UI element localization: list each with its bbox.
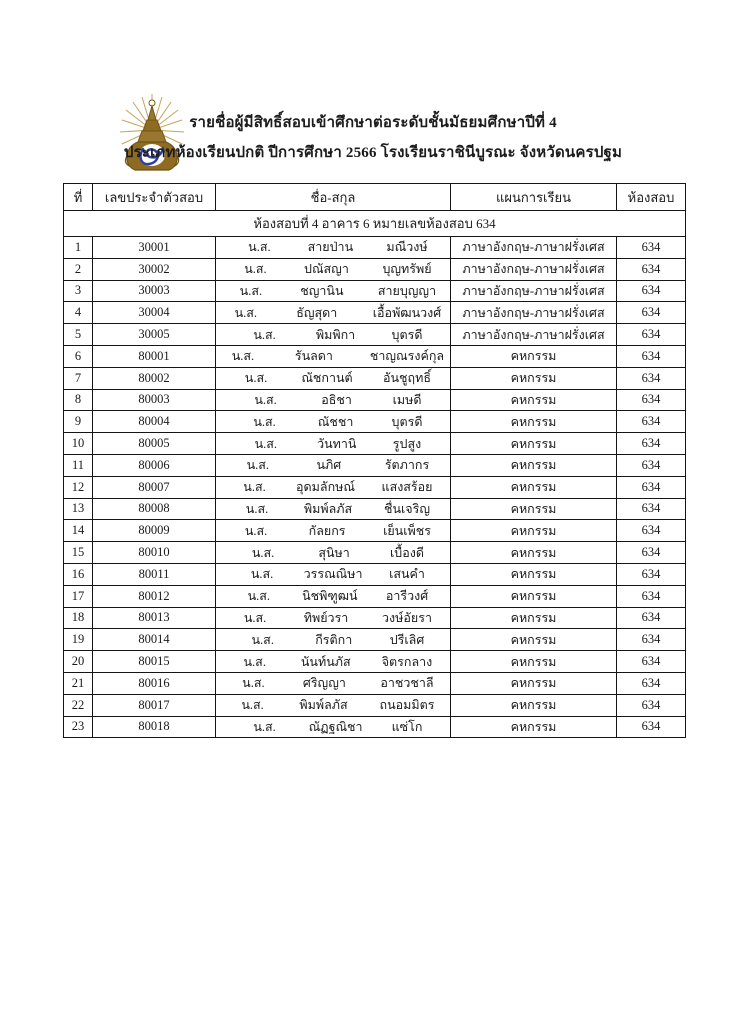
- exam-id: 80008: [93, 498, 216, 520]
- student-name: [216, 237, 451, 259]
- study-program: คหกรรม: [451, 716, 617, 738]
- student-name: [216, 651, 451, 673]
- row-number: 21: [64, 672, 93, 694]
- student-name: [216, 280, 451, 302]
- row-number: 23: [64, 716, 93, 738]
- last-name: รูปสูง: [392, 436, 422, 451]
- student-name: [216, 324, 451, 346]
- room-band-row: [64, 211, 686, 237]
- exam-id: 80001: [93, 345, 216, 367]
- exam-id: 80005: [93, 433, 216, 455]
- exam-id: 80012: [93, 585, 216, 607]
- exam-room: 634: [617, 389, 686, 411]
- name-prefix: น.ส.: [254, 436, 278, 451]
- exam-room: 634: [617, 607, 686, 629]
- document-header: [0, 0, 746, 183]
- row-number: 7: [64, 367, 93, 389]
- table-row: [64, 258, 686, 280]
- study-program: ภาษาอังกฤษ-ภาษาฝรั่งเศส: [451, 324, 617, 346]
- exam-id: 80007: [93, 476, 216, 498]
- last-name: ปรีเลิศ: [389, 632, 425, 647]
- last-name: บุญทรัพย์: [382, 262, 432, 277]
- table-row: [64, 520, 686, 542]
- last-name: ถนอมมิตร: [379, 698, 435, 713]
- table-row: [64, 389, 686, 411]
- table-row: [64, 324, 686, 346]
- last-name: สายบุญญา: [377, 283, 437, 298]
- name-prefix: น.ส.: [243, 610, 267, 625]
- student-name: [216, 411, 451, 433]
- column-header-room: ห้องสอบ: [617, 184, 686, 211]
- table-row: [64, 345, 686, 367]
- last-name: รัตภากร: [384, 458, 430, 473]
- name-prefix: น.ส.: [243, 480, 266, 495]
- last-name: เบื้องดี: [390, 545, 424, 560]
- name-prefix: น.ส.: [248, 240, 271, 255]
- last-name: เมษดี: [392, 392, 422, 407]
- study-program: ภาษาอังกฤษ-ภาษาฝรั่งเศส: [451, 302, 617, 324]
- title-line-1: รายชื่อผู้มีสิทธิ์สอบเข้าศึกษาต่อระดับชั้นมัธยมศึกษาปีที่ 4: [189, 115, 557, 131]
- table-row: [64, 585, 686, 607]
- table-row: [64, 367, 686, 389]
- table-row: [64, 454, 686, 476]
- row-number: 22: [64, 694, 93, 716]
- student-name: [216, 454, 451, 476]
- exam-room: 634: [617, 258, 686, 280]
- exam-id: 80002: [93, 367, 216, 389]
- row-number: 2: [64, 258, 93, 280]
- name-prefix: น.ส.: [244, 523, 268, 538]
- table-row: [64, 629, 686, 651]
- exam-room: 634: [617, 672, 686, 694]
- exam-room: 634: [617, 345, 686, 367]
- study-program: ภาษาอังกฤษ-ภาษาฝรั่งเศส: [451, 280, 617, 302]
- table-row: [64, 716, 686, 738]
- first-name: ทิพย์วรา: [303, 610, 349, 625]
- exam-room: 634: [617, 454, 686, 476]
- last-name: มณีวงษ์: [386, 240, 428, 255]
- student-name: [216, 694, 451, 716]
- study-program: คหกรรม: [451, 629, 617, 651]
- last-name: เอื้อพัฒนวงศ์: [372, 305, 442, 320]
- study-program: คหกรรม: [451, 411, 617, 433]
- exam-id: 80018: [93, 716, 216, 738]
- row-number: 15: [64, 542, 93, 564]
- name-prefix: น.ส.: [241, 698, 264, 713]
- student-name: [216, 498, 451, 520]
- row-number: 8: [64, 389, 93, 411]
- table-header-row: [64, 184, 686, 211]
- study-program: คหกรรม: [451, 454, 617, 476]
- first-name: สายป่าน: [307, 240, 354, 255]
- exam-id: 80010: [93, 542, 216, 564]
- table-row: [64, 280, 686, 302]
- last-name: อาชวชาลี: [380, 676, 434, 691]
- student-name: [216, 542, 451, 564]
- exam-id: 80004: [93, 411, 216, 433]
- exam-room: 634: [617, 324, 686, 346]
- last-name: บุตรดี: [391, 327, 423, 342]
- exam-id: 80017: [93, 694, 216, 716]
- table-row: [64, 237, 686, 259]
- exam-id: 30002: [93, 258, 216, 280]
- exam-room: 634: [617, 367, 686, 389]
- name-prefix: น.ส.: [245, 501, 269, 516]
- row-number: 3: [64, 280, 93, 302]
- exam-room: 634: [617, 280, 686, 302]
- row-number: 16: [64, 563, 93, 585]
- exam-room: 634: [617, 651, 686, 673]
- student-name: [216, 629, 451, 651]
- name-prefix: น.ส.: [251, 545, 275, 560]
- first-name: พิมพ์ลภัส: [303, 501, 353, 516]
- exam-id: 80013: [93, 607, 216, 629]
- first-name: อธิชา: [321, 392, 352, 407]
- exam-id: 80016: [93, 672, 216, 694]
- first-name: กีรติกา: [315, 632, 353, 647]
- study-program: คหกรรม: [451, 345, 617, 367]
- table-body: [64, 237, 686, 738]
- exam-id: 30005: [93, 324, 216, 346]
- student-name: [216, 716, 451, 738]
- exam-roster-table: [63, 183, 686, 738]
- row-number: 17: [64, 585, 93, 607]
- exam-room: 634: [617, 563, 686, 585]
- last-name: แซ่โก: [391, 719, 423, 734]
- last-name: อันชูฤทธิ์: [383, 371, 431, 386]
- study-program: คหกรรม: [451, 520, 617, 542]
- exam-id: 30003: [93, 280, 216, 302]
- study-program: คหกรรม: [451, 651, 617, 673]
- exam-room: 634: [617, 716, 686, 738]
- first-name: สุนิษา: [318, 545, 350, 560]
- row-number: 11: [64, 454, 93, 476]
- first-name: นันท์นภัส: [300, 654, 351, 669]
- column-header-program: แผนการเรียน: [451, 184, 617, 211]
- study-program: ภาษาอังกฤษ-ภาษาฝรั่งเศส: [451, 258, 617, 280]
- first-name: รันลดา: [294, 349, 333, 364]
- study-program: คหกรรม: [451, 563, 617, 585]
- name-prefix: น.ส.: [244, 262, 267, 277]
- room-band-label: ห้องสอบที่ 4 อาคาร 6 หมายเลขห้องสอบ 634: [64, 211, 686, 237]
- title-line-2: ประเภทห้องเรียนปกติ ปีการศึกษา 2566 โรงเรียนราชินีบูรณะ จังหวัดนครปฐม: [123, 145, 623, 161]
- name-prefix: น.ส.: [250, 567, 274, 582]
- last-name: ชื่นเจริญ: [384, 501, 430, 516]
- student-name: [216, 389, 451, 411]
- study-program: คหกรรม: [451, 498, 617, 520]
- study-program: คหกรรม: [451, 367, 617, 389]
- table-row: [64, 607, 686, 629]
- name-prefix: น.ส.: [242, 676, 265, 691]
- exam-room: 634: [617, 629, 686, 651]
- student-name: [216, 433, 451, 455]
- last-name: เย็นเพ็ชร: [383, 523, 431, 538]
- document-titles: [0, 108, 746, 168]
- column-header-no: ที่: [64, 184, 93, 211]
- last-name: ชาญณรงค์กุล: [369, 349, 445, 364]
- study-program: คหกรรม: [451, 389, 617, 411]
- first-name: ณัชกานต์: [301, 371, 353, 386]
- first-name: ธัญสุดา: [296, 305, 338, 320]
- name-prefix: น.ส.: [253, 414, 276, 429]
- row-number: 4: [64, 302, 93, 324]
- name-prefix: น.ส.: [246, 458, 270, 473]
- exam-room: 634: [617, 237, 686, 259]
- student-name: [216, 585, 451, 607]
- row-number: 1: [64, 237, 93, 259]
- exam-room: 634: [617, 498, 686, 520]
- exam-room: 634: [617, 694, 686, 716]
- name-prefix: น.ส.: [244, 371, 268, 386]
- table-row: [64, 498, 686, 520]
- study-program: คหกรรม: [451, 607, 617, 629]
- exam-room: 634: [617, 411, 686, 433]
- first-name: นิชพิฑูฒน์: [302, 589, 358, 604]
- exam-id: 80003: [93, 389, 216, 411]
- first-name: ณัชชา: [317, 414, 354, 429]
- row-number: 20: [64, 651, 93, 673]
- name-prefix: น.ส.: [239, 283, 263, 298]
- first-name: ศริญญา: [302, 676, 346, 691]
- name-prefix: น.ส.: [253, 327, 276, 342]
- study-program: คหกรรม: [451, 585, 617, 607]
- student-name: [216, 563, 451, 585]
- study-program: คหกรรม: [451, 433, 617, 455]
- first-name: วันทานิ: [317, 436, 357, 451]
- exam-room: 634: [617, 476, 686, 498]
- table-row: [64, 651, 686, 673]
- study-program: คหกรรม: [451, 476, 617, 498]
- study-program: ภาษาอังกฤษ-ภาษาฝรั่งเศส: [451, 237, 617, 259]
- exam-room: 634: [617, 542, 686, 564]
- first-name: ชญานิน: [300, 283, 344, 298]
- last-name: วงษ์อัยรา: [382, 610, 432, 625]
- table-row: [64, 563, 686, 585]
- exam-id: 30004: [93, 302, 216, 324]
- name-prefix: น.ส.: [254, 392, 277, 407]
- name-prefix: น.ส.: [247, 589, 271, 604]
- student-name: [216, 672, 451, 694]
- student-name: [216, 367, 451, 389]
- row-number: 19: [64, 629, 93, 651]
- exam-id: 80014: [93, 629, 216, 651]
- name-prefix: น.ส.: [231, 349, 255, 364]
- row-number: 6: [64, 345, 93, 367]
- row-number: 18: [64, 607, 93, 629]
- table-row: [64, 433, 686, 455]
- first-name: นภิศ: [316, 458, 342, 473]
- exam-room: 634: [617, 433, 686, 455]
- student-name: [216, 476, 451, 498]
- name-prefix: น.ส.: [243, 654, 266, 669]
- first-name: ณัฏฐณิชา: [308, 719, 363, 734]
- name-prefix: น.ส.: [234, 305, 257, 320]
- last-name: แสงสร้อย: [381, 480, 433, 495]
- student-name: [216, 607, 451, 629]
- first-name: พิมพิกา: [315, 327, 356, 342]
- name-prefix: น.ส.: [251, 632, 274, 647]
- exam-id: 80011: [93, 563, 216, 585]
- last-name: อารีวงศ์: [385, 589, 429, 604]
- table-row: [64, 411, 686, 433]
- row-number: 9: [64, 411, 93, 433]
- student-name: [216, 258, 451, 280]
- last-name: บุตรดี: [391, 414, 423, 429]
- exam-id: 30001: [93, 237, 216, 259]
- name-prefix: น.ส.: [253, 719, 276, 734]
- first-name: พิมพ์ลภัส: [299, 698, 348, 713]
- first-name: วรรณณิษา: [303, 567, 363, 582]
- row-number: 10: [64, 433, 93, 455]
- student-name: [216, 520, 451, 542]
- table-row: [64, 672, 686, 694]
- column-header-exam-id: เลขประจำตัวสอบ: [93, 184, 216, 211]
- study-program: คหกรรม: [451, 542, 617, 564]
- column-header-name: ชื่อ-สกุล: [216, 184, 451, 211]
- first-name: กัลยกร: [308, 523, 346, 538]
- table-row: [64, 476, 686, 498]
- table-row: [64, 694, 686, 716]
- student-name: [216, 302, 451, 324]
- table-row: [64, 302, 686, 324]
- exam-room: 634: [617, 302, 686, 324]
- row-number: 5: [64, 324, 93, 346]
- row-number: 13: [64, 498, 93, 520]
- row-number: 12: [64, 476, 93, 498]
- row-number: 14: [64, 520, 93, 542]
- table-row: [64, 542, 686, 564]
- student-name: [216, 345, 451, 367]
- exam-id: 80009: [93, 520, 216, 542]
- last-name: เสนคำ: [389, 567, 425, 582]
- study-program: คหกรรม: [451, 694, 617, 716]
- exam-room: 634: [617, 520, 686, 542]
- exam-id: 80015: [93, 651, 216, 673]
- exam-room: 634: [617, 585, 686, 607]
- exam-id: 80006: [93, 454, 216, 476]
- study-program: คหกรรม: [451, 672, 617, 694]
- last-name: จิตรกลาง: [381, 654, 433, 669]
- first-name: อุดมลักษณ์: [296, 480, 355, 495]
- first-name: ปณัสญา: [304, 262, 349, 277]
